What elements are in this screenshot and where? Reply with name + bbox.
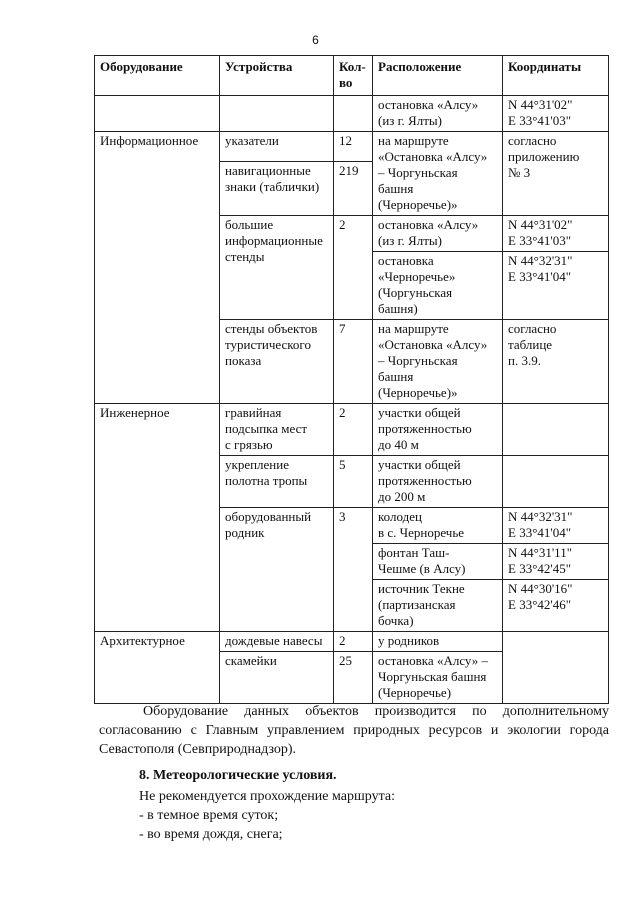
cell-coordinates: N 44°31'02" E 33°41'03" — [503, 216, 609, 252]
cell-device: указатели — [220, 132, 334, 162]
cell-count: 3 — [334, 508, 373, 632]
cell-location: остановка «Алсу» (из г. Ялты) — [373, 96, 503, 132]
header-equipment: Оборудование — [95, 56, 220, 96]
table-header-row — [95, 56, 609, 96]
cell-count: 2 — [334, 404, 373, 456]
cell-count: 25 — [334, 652, 373, 704]
page-number: 6 — [312, 33, 319, 47]
cell-device: гравийная подсыпка мест с грязью — [220, 404, 334, 456]
equipment-note-paragraph: Оборудование данных объектов производится по дополнительному согласованию с Главным управлением природных ресурсов и экологии города Севастополя (Севприроднадзор). — [99, 704, 609, 757]
cell-coordinates: N 44°31'02" E 33°41'03" — [503, 96, 609, 132]
cell-count: 5 — [334, 456, 373, 508]
cell-device: скамейки — [220, 652, 334, 704]
cell-count: 12 — [334, 132, 373, 162]
header-coordinates: Координаты — [503, 56, 609, 96]
cell-location: на маршруте «Остановка «Алсу» – Чоргуньская башня (Черноречье)» — [373, 132, 503, 216]
text-line: Не рекомендуется прохождение маршрута: — [139, 789, 395, 804]
table-row — [95, 132, 609, 162]
table-row — [95, 632, 609, 652]
header-count: Кол- во — [334, 56, 373, 96]
cell-location: на маршруте «Остановка «Алсу» – Чоргуньская башня (Черноречье)» — [373, 320, 503, 404]
cell-location: колодец в с. Черноречье — [373, 508, 503, 544]
cell-location: источник Текне (партизанская бочка) — [373, 580, 503, 632]
cell-location: участки общей протяженностью до 40 м — [373, 404, 503, 456]
section-body — [139, 787, 395, 844]
cell-empty — [220, 96, 334, 132]
cell-empty — [503, 404, 609, 456]
cell-coordinates: согласно таблице п. 3.9. — [503, 320, 609, 404]
cell-count: 2 — [334, 632, 373, 652]
cell-coordinates: N 44°32'31" E 33°41'04" — [503, 508, 609, 544]
cell-empty — [95, 96, 220, 132]
cell-device: укрепление полотна тропы — [220, 456, 334, 508]
cell-device: навигационные знаки (таблички) — [220, 162, 334, 216]
cell-location: у родников — [373, 632, 503, 652]
header-devices: Устройства — [220, 56, 334, 96]
cell-coordinates: N 44°30'16" E 33°42'46" — [503, 580, 609, 632]
cell-device: стенды объектов туристического показа — [220, 320, 334, 404]
cell-empty — [503, 456, 609, 508]
cell-category-architectural: Архитектурное — [95, 632, 220, 704]
list-item: - в темное время суток; — [139, 808, 279, 823]
cell-location: фонтан Таш- Чешме (в Алсу) — [373, 544, 503, 580]
section-heading: 8. Метеорологические условия. — [139, 768, 337, 783]
header-location: Расположение — [373, 56, 503, 96]
cell-location: остановка «Алсу» – Чоргуньская башня (Черноречье) — [373, 652, 503, 704]
cell-empty — [334, 96, 373, 132]
cell-count: 219 — [334, 162, 373, 216]
cell-device: дождевые навесы — [220, 632, 334, 652]
cell-device: большие информационные стенды — [220, 216, 334, 320]
cell-count: 7 — [334, 320, 373, 404]
cell-empty — [503, 632, 609, 704]
cell-location: участки общей протяженностью до 200 м — [373, 456, 503, 508]
equipment-table — [94, 55, 609, 704]
list-item: - во время дождя, снега; — [139, 827, 283, 842]
cell-coordinates: N 44°32'31" E 33°41'04" — [503, 252, 609, 320]
cell-coordinates: согласно приложению № 3 — [503, 132, 609, 216]
cell-location: остановка «Алсу» (из г. Ялты) — [373, 216, 503, 252]
cell-location: остановка «Черноречье» (Чоргуньская башня) — [373, 252, 503, 320]
cell-count: 2 — [334, 216, 373, 320]
table-row — [95, 404, 609, 456]
cell-coordinates: N 44°31'11" E 33°42'45" — [503, 544, 609, 580]
cell-category-engineering: Инженерное — [95, 404, 220, 632]
table-row — [95, 96, 609, 132]
cell-category-informational: Информационное — [95, 132, 220, 404]
cell-device: оборудованный родник — [220, 508, 334, 632]
